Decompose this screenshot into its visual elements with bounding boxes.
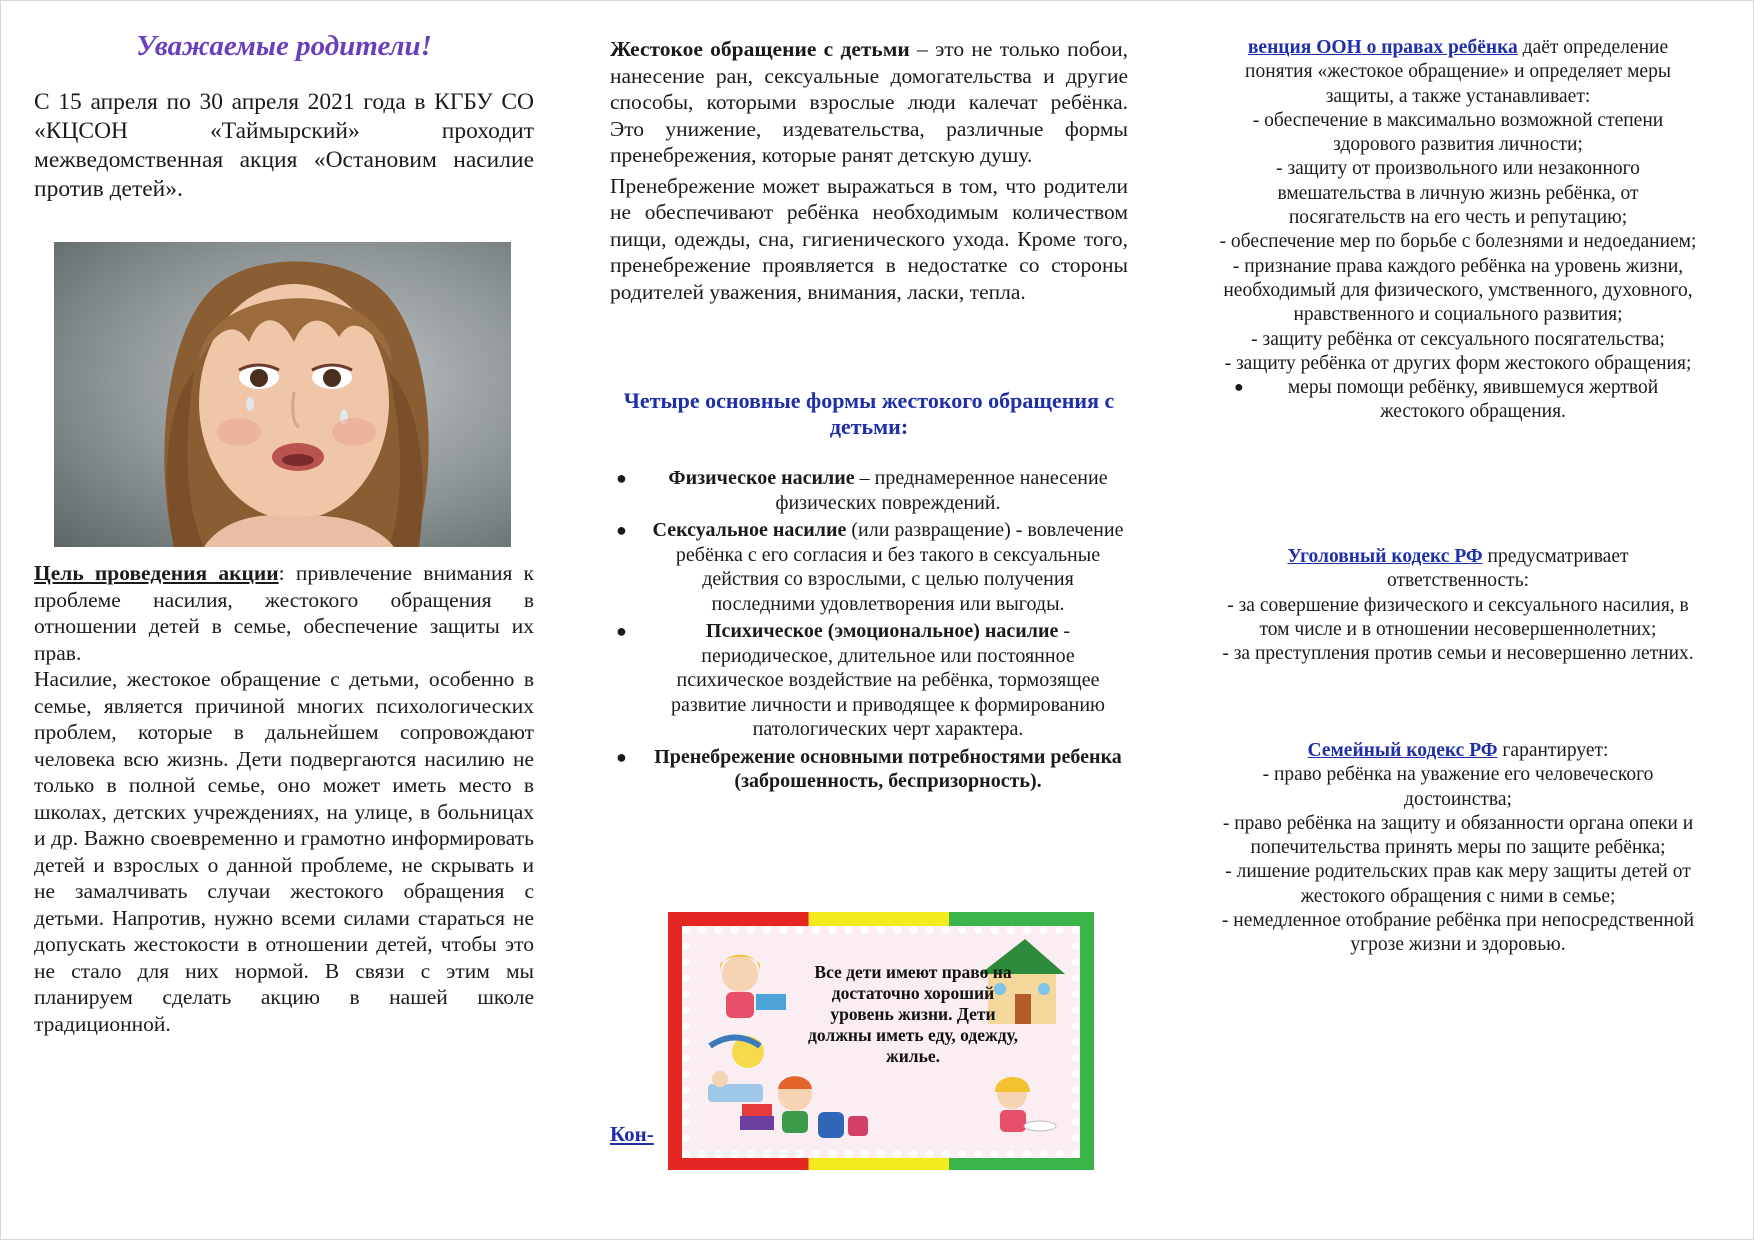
form-title: Пренебрежение основными потребностями ребенка (заброшенность, беспризорность). [654,745,1122,792]
child-illustration [54,242,511,547]
list-item: - обеспечение мер по борьбе с болезнями и недоеданием; [1219,231,1697,253]
family-code-link[interactable]: Семейный кодекс РФ [1307,740,1498,761]
col2-text [610,36,1128,309]
list-item: - за преступления против семьи и несовершенно летних. [1222,643,1694,665]
form-title: Психическое (эмоциональное) насилие [705,620,1059,642]
list-item: - немедленное отобрание ребёнка при непосредственной угрозе жизни и здоровью. [1221,910,1695,956]
col1-body [34,560,534,1037]
list-item: - за совершение физического и сексуального насилия, в том числе и в отношении несовершеннолетних; [1227,594,1689,640]
un-last-item: меры помощи ребёнку, явившемуся жертвой жестокого обращения. [1287,377,1659,423]
un-convention-block [1218,36,1698,425]
neglect-paragraph: Пренебрежение может выражаться в том, что родители не обеспечивают ребёнка необходимым количеством пищи, одежды, сна, гигиенического ухода. Кроме того, пренебрежение проявляется в недостатке со стороны родителей уважения, внимания, ласки, тепла. [610,173,1128,304]
violence-paragraph: Насилие, жестокое обращение с детьми, особенно в семье, является причиной многих психологических проблем, которые в дальнейшем сопровождают человека всю жизнь. Дети подвергаются насилию не только в полной семье, оно может иметь место в школах, детских учреждениях, на улице, в больницах и др. Важно своевременно и грамотно информировать детей и взрослых о данной проблеме, не скрывать и не замалчивать случаи жестокого обращения с детьми. Напротив, нужно всеми силами стараться не допускать жестокости в отношении детей, чтобы это не стало для них нормой. В связи с этим мы планируем сделать акцию в нашей школе традиционной. [34,667,534,1036]
form-text: - периодическое, длительное или постоянное психическое воздействие на ребёнка, тормозящее развитие личности и приводящее к формированию патологических черт характера. [670,620,1105,740]
form-title: Физическое насилие [668,467,855,489]
bullet-icon: ● [616,520,627,540]
bullet-icon: ● [1234,379,1244,397]
list-item: - защиту ребёнка от сексуального посягательства; [1251,328,1665,350]
rights-poster [668,912,1094,1170]
list-item: - право ребёнка на уважение его человеческого достоинства; [1262,764,1654,810]
list-item [1218,376,1698,425]
goal-text: : привлечение внимания к проблеме насилия, жестокого обращения в отношении детей в семье, обеспечение защиты их прав. [34,561,534,665]
abuse-definition-paragraph [610,36,1128,169]
goal-title: Цель проведения акции [34,561,279,585]
greeting-title: Уважаемые родители! [136,30,432,62]
list-item: - признание права каждого ребёнка на уровень жизни, необходимый для физического, умственного, духовного, нравственного и социального развития; [1223,255,1693,326]
form-text: (или развращение) - вовлечение ребёнка с его согласия и без такого в сексуальные действия со взрослыми, с целью получения последними удовлетворения или выгоды. [675,519,1124,615]
criminal-code-block [1218,545,1698,666]
family-code-intro [1218,739,1698,763]
list-item: - защиту от произвольного или незаконного вмешательства в личную жизнь ребёнка, от посягательств на его честь и репутацию; [1276,158,1640,229]
poster-text: Все дети имеют право на достаточно хороший уровень жизни. Дети должны иметь еду, одежду, жилье. [808,962,1018,1066]
list-item [610,518,1128,616]
list-item: - право ребёнка на защиту и обязанности органа опеки и попечительства принять меры по защите ребёнка; [1222,812,1694,859]
form-text: – преднамеренное нанесение физических повреждений. [775,467,1108,514]
un-convention-text: даёт определение понятия «жестокое обращение» и определяет меры защиты, а также устанавливает: [1245,37,1671,107]
bullet-icon: ● [616,621,627,641]
family-code-text: гарантирует: [1497,740,1609,761]
poster-card [682,926,1080,1158]
list-item: - защиту ребёнка от других форм жестокого обращения; [1224,352,1692,374]
convention-link-start[interactable]: Кон- [610,1122,654,1146]
abuse-definition: – это не только побои, нанесение ран, сексуальные домогательства и другие способы, которыми взрослые люди калечат ребёнка. Это унижение, издевательства, различные формы пренебрежения, которые ранят детскую душу. [610,37,1128,167]
intro-paragraph: С 15 апреля по 30 апреля 2021 года в КГБУ СО «КЦСОН «Таймырский» проходит межведомственная акция «Остановим насилие против детей». [34,89,534,202]
abuse-term: Жестокое обращение с детьми [610,37,910,61]
forms-heading: Четыре основные формы жестокого обращения с детьми: [623,388,1115,439]
family-code-block [1218,739,1698,958]
list-item: - лишение родительских прав как меру защиты детей от жестокого обращения с ними в семье; [1225,861,1691,907]
forms-list [610,466,1128,797]
crying-child-photo [54,242,511,547]
goal-paragraph [34,560,534,666]
un-convention-intro [1218,36,1698,109]
criminal-code-link[interactable]: Уголовный кодекс РФ [1287,546,1483,567]
form-title: Сексуальное насилие [652,519,847,541]
list-item: - обеспечение в максимально возможной степени здорового развития личности; [1252,109,1664,156]
criminal-code-intro [1218,545,1698,594]
criminal-code-text: предусматривает ответственность: [1386,546,1629,592]
bullet-icon: ● [616,746,627,767]
bullet-icon: ● [616,468,627,488]
list-item [610,619,1128,742]
list-item [610,466,1128,515]
list-item [610,745,1128,794]
un-convention-link[interactable]: венция ООН о правах ребёнка [1247,37,1518,58]
